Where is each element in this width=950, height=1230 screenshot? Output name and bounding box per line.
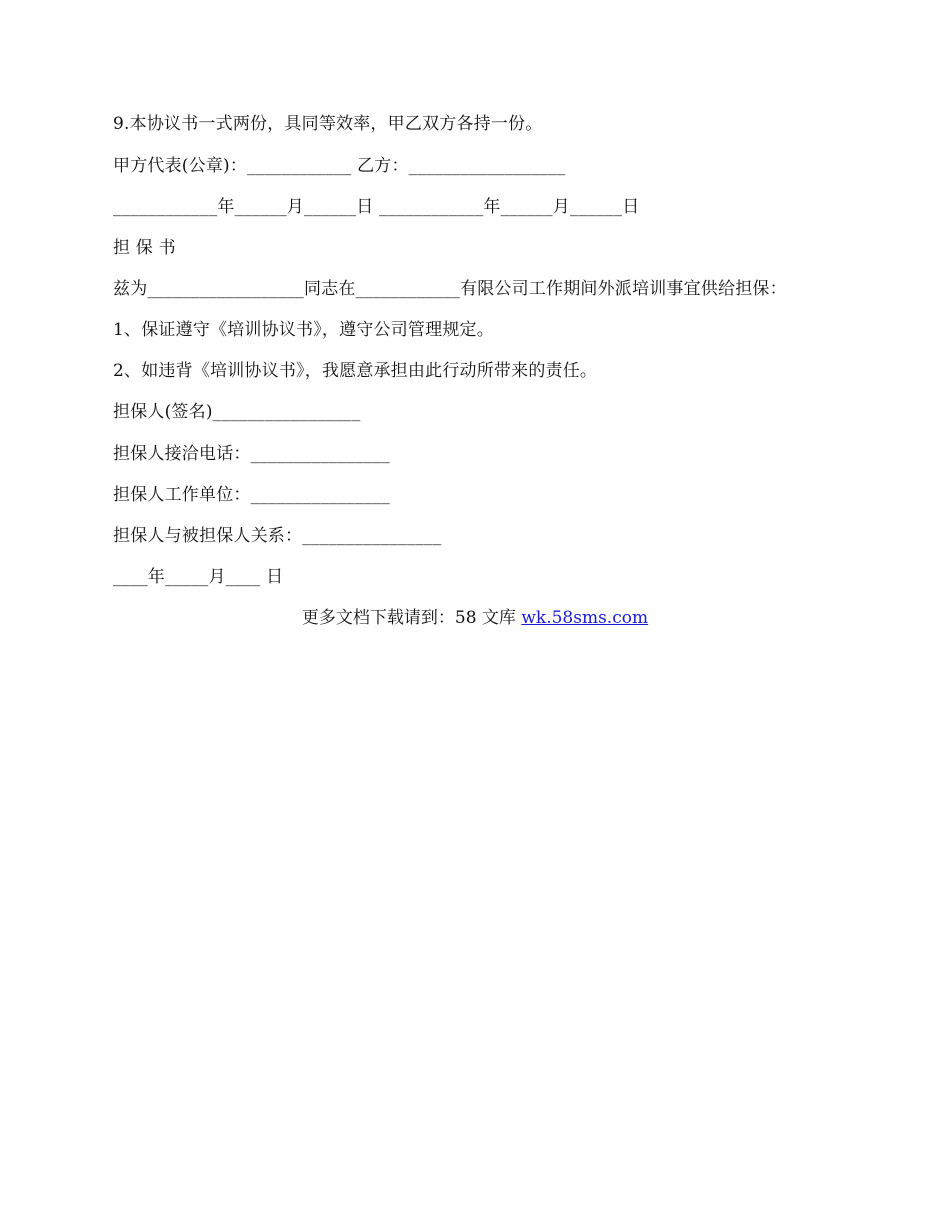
guarantee-item-1: 1、保证遵守《培训协议书》，遵守公司管理规定。 bbox=[113, 320, 494, 340]
footer-prefix: 更多文档下载请到：58 文库 bbox=[301, 608, 522, 628]
guarantee-item-2: 2、如违背《培训协议书》，我愿意承担由此行动所带来的责任。 bbox=[113, 361, 598, 381]
footer-link[interactable]: wk.58sms.com bbox=[521, 608, 649, 628]
guarantor-signature-line: 担保人(签名)_________________ bbox=[113, 402, 361, 422]
guarantor-workplace-line: 担保人工作单位：________________ bbox=[113, 485, 390, 505]
guarantee-date-line: ____年_____月____ 日 bbox=[113, 567, 284, 587]
guarantor-relationship-line: 担保人与被担保人关系：________________ bbox=[113, 526, 442, 546]
signature-date-line: ____________年______月______日 ____________年______月______日 bbox=[113, 197, 640, 217]
guarantee-intro: 兹为__________________同志在____________有限公司工作期间外派培训事宜供给担保： bbox=[113, 279, 787, 299]
footer bbox=[0, 607, 950, 629]
clause-9-text: 9.本协议书一式两份，具同等效率，甲乙双方各持一份。 bbox=[113, 114, 543, 134]
guarantee-title: 担 保 书 bbox=[113, 238, 176, 258]
guarantor-phone-line: 担保人接洽电话：________________ bbox=[113, 444, 390, 464]
signature-party-line: 甲方代表(公章)：____________ 乙方：__________________ bbox=[113, 156, 566, 176]
